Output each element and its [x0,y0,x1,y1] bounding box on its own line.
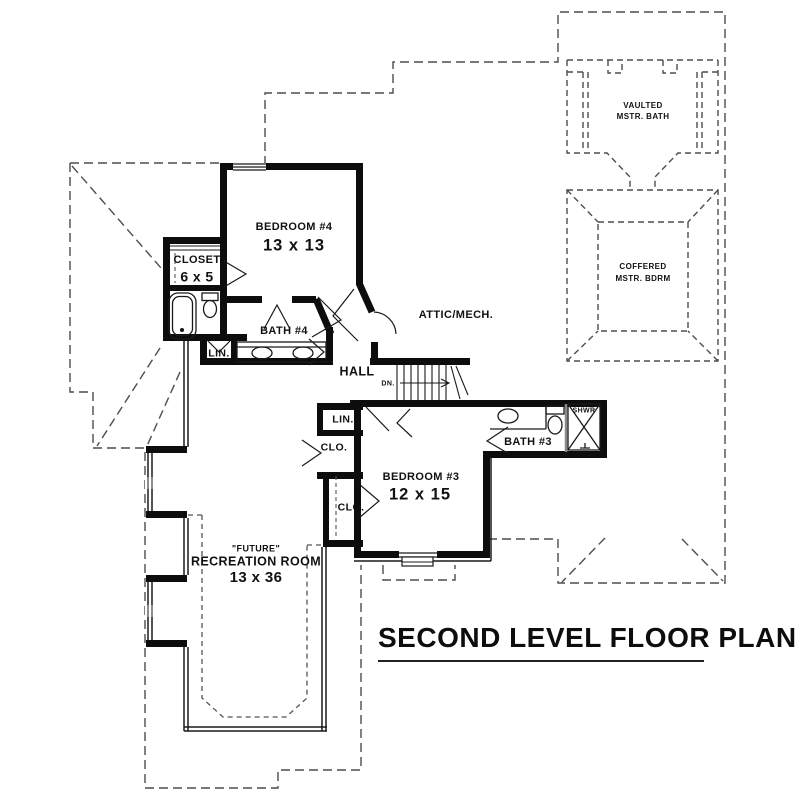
label-lin1: LIN. [208,347,230,360]
label-bedroom4: BEDROOM #4 [255,221,333,234]
label-master-bath-2: MSTR. BATH [616,111,670,121]
door-swing-icon [366,407,389,431]
label-bedroom3: BEDROOM #3 [382,471,460,484]
vaulted-master-bath-outline [567,60,718,190]
label-bath3: BATH #3 [504,436,552,449]
toilet-icon [546,406,564,434]
door-swing-icon [397,409,412,437]
label-closet-dims: 6 x 5 [180,268,214,285]
label-closet: CLOSET [173,254,221,267]
label-rec-room: RECREATION ROOM [190,554,322,569]
label-down: DN. [381,380,395,388]
label-clo1: CLO. [320,441,348,454]
label-lin2: LIN. [332,413,354,426]
label-clo2: CLO. [337,501,365,514]
door-swing-icon [374,312,396,334]
sink-icon [490,407,546,429]
label-master-bedroom-1: COFFERED [619,261,667,271]
window-icon [145,605,154,617]
bathtub-icon [169,293,196,339]
label-master-bedroom-2: MSTR. BDRM [615,273,671,283]
toilet-icon [202,293,218,318]
label-rec-room-dims: 13 x 36 [229,569,283,587]
walls [146,163,607,647]
page-title: SECOND LEVEL FLOOR PLAN [378,622,704,662]
door-swing-icon [224,261,246,287]
label-hall: HALL [339,364,375,379]
label-bath4: BATH #4 [260,325,308,338]
window-icon [399,552,437,566]
label-bedroom4-dims: 13 x 13 [262,236,326,255]
label-master-bath-1: VAULTED [623,100,663,110]
window-icon [233,163,266,171]
label-bedroom3-dims: 12 x 15 [388,485,452,504]
label-rec-room-qualifier: "FUTURE" [231,543,281,554]
fixtures [169,293,600,452]
label-attic: ATTIC/MECH. [418,309,494,322]
door-swing-icon [302,440,321,466]
stairs [397,365,468,400]
label-shower: SHWR [572,407,596,415]
window-icon [145,477,154,489]
